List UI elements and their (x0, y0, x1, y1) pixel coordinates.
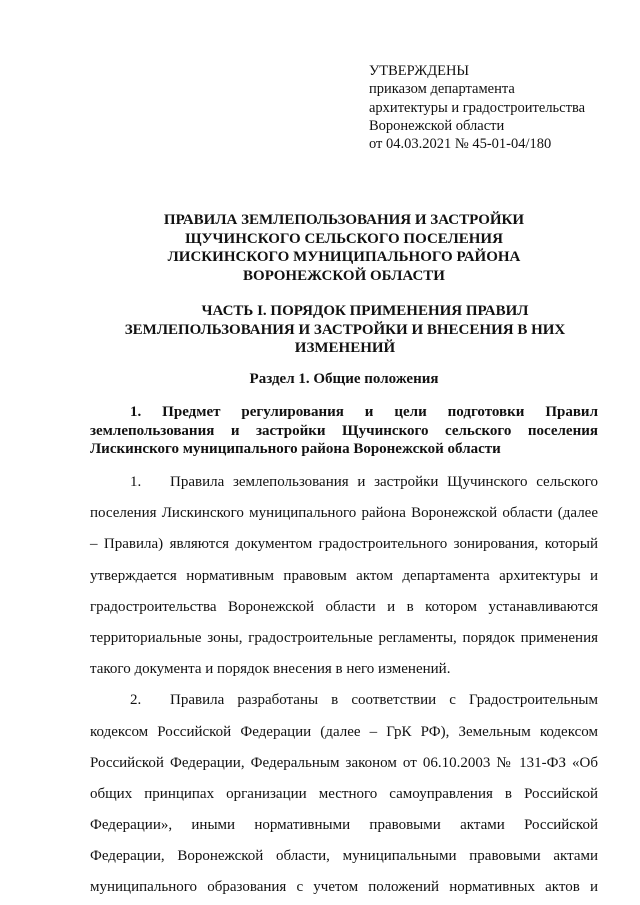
approval-line: архитектуры и градостроительства (369, 99, 586, 116)
part-line: ЗЕМЛЕПОЛЬЗОВАНИЯ И ЗАСТРОЙКИ И ВНЕСЕНИЯ В НИХ (124, 321, 566, 338)
paragraph-number: 1. (130, 474, 142, 490)
document-title (90, 211, 598, 285)
paragraph (90, 685, 598, 903)
paragraph-line (90, 685, 598, 716)
part-line: ИЗМЕНЕНИЙ (294, 340, 396, 356)
paragraph-line: – Правила) являются документом градостроительного зонирования, который (90, 536, 598, 553)
paragraph-line: Федерации», иными нормативными правовыми актами Российской (90, 817, 598, 834)
paragraph-line: кодексом Российской Федерации (далее – ГрК РФ), Земельным кодексом (90, 723, 598, 740)
approval-line: приказом департамента (369, 81, 515, 98)
article-line: 1. Предмет регулирования и цели подготовки Правил (130, 404, 598, 420)
paragraph-line: Российской Федерации, Федеральным законом от 06.10.2003 № 131-ФЗ «Об (90, 754, 598, 771)
article-line: Лискинского муниципального района Воронежской области (90, 441, 501, 457)
paragraph-line (90, 467, 598, 498)
paragraph-line: утверждается нормативным правовым актом департамента архитектуры и (90, 567, 598, 584)
approval-line: от 04.03.2021 № 45-01-04/180 (369, 136, 552, 153)
paragraph-number: 2. (130, 692, 142, 709)
approval-stamp (369, 62, 619, 153)
paragraph (90, 467, 598, 685)
article-heading (90, 403, 598, 459)
approval-line: Воронежской области (369, 117, 505, 134)
paragraph-line: такого документа и порядок внесения в него изменений. (90, 661, 451, 678)
paragraph-text: Правила землепользования и застройки Щучинского сельского (170, 474, 598, 490)
paragraph-line: общих принципах организации местного самоуправления в Российской (90, 785, 598, 802)
title-line: ЩУЧИНСКОГО СЕЛЬСКОГО ПОСЕЛЕНИЯ (185, 230, 503, 247)
article-line: землепользования и застройки Щучинского сельского поселения (90, 422, 598, 439)
paragraph-line: Федерации, Воронежской области, муниципальными правовыми актами (90, 848, 598, 865)
title-line: ВОРОНЕЖСКОЙ ОБЛАСТИ (243, 267, 445, 284)
paragraph-text: Правила разработаны в соответствии с Градостроительным (170, 692, 598, 709)
paragraph-line: градостроительства Воронежской области и в котором устанавливаются (90, 598, 598, 615)
approval-line: УТВЕРЖДЕНЫ (369, 63, 470, 79)
document-body (90, 467, 598, 904)
paragraph-line: территориальные зоны, градостроительные регламенты, порядок применения (90, 629, 598, 646)
section-heading: Раздел 1. Общие положения (249, 371, 439, 387)
paragraph-line: поселения Лискинского муниципального района Воронежской области (далее (90, 505, 598, 522)
paragraph-line: муниципального образования с учетом положений нормативных актов и (90, 879, 598, 896)
part-heading (90, 302, 600, 358)
part-line: ЧАСТЬ I. ПОРЯДОК ПРИМЕНЕНИЯ ПРАВИЛ (201, 303, 529, 319)
title-line: ЛИСКИНСКОГО МУНИЦИПАЛЬНОГО РАЙОНА (167, 249, 521, 265)
title-line: ПРАВИЛА ЗЕМЛЕПОЛЬЗОВАНИЯ И ЗАСТРОЙКИ (163, 212, 525, 228)
